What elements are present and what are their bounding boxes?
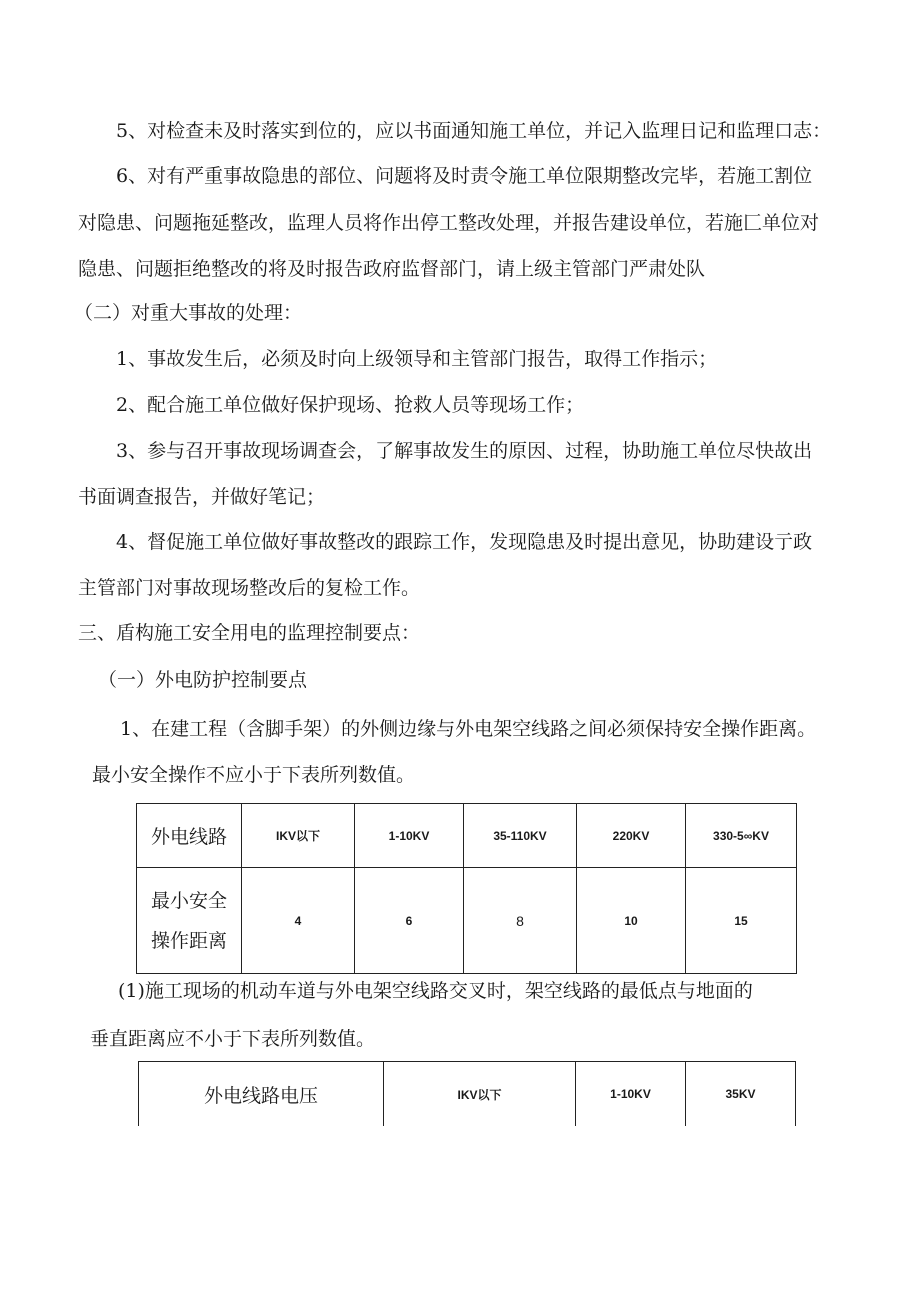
- table-header-cell: 35-110KV: [464, 804, 577, 868]
- paragraph-line: 6、对有严重事故隐患的部位、问题将及时责令施工单位限期整改完毕，若施工割位: [116, 165, 813, 187]
- table-cell: 15: [686, 868, 797, 974]
- table-header-cell: IKV以下: [242, 804, 355, 868]
- paragraph-line: (1)施工现场的机动车道与外电架空线路交叉时，架空线路的最低点与地面的: [118, 980, 753, 1002]
- paragraph-line: 2、配合施工单位做好保护现场、抢救人员等现场工作；: [116, 394, 585, 416]
- table-cell: 8: [464, 868, 577, 974]
- table-header-cell: 330-5∞KV: [686, 804, 797, 868]
- paragraph-line: 垂直距离应不小于下表所列数值。: [90, 1028, 376, 1050]
- section-heading: （二）对重大事故的处理：: [74, 302, 303, 324]
- table-header-cell: 220KV: [577, 804, 686, 868]
- row-label-line: 操作距离: [150, 929, 227, 952]
- paragraph-line: 4、督促施工单位做好事故整改的跟踪工作，发现隐患及时提出意见，协助建设亍政: [116, 531, 813, 553]
- table-cell: 10: [577, 868, 686, 974]
- table-header-cell: 35KV: [725, 1087, 756, 1101]
- paragraph-line: 主管部门对事故现场整改后的复检工作。: [78, 577, 421, 599]
- safe-distance-table: [136, 803, 797, 974]
- table-row: [137, 804, 797, 868]
- paragraph-line: 对隐患、问题拖延整改，监理人员将作出停工整改处理，并报告建设单位，若施匚单位对: [78, 212, 820, 234]
- table-header-cell: 1-10KV: [576, 1062, 686, 1126]
- paragraph-line: 3、参与召开事故现场调查会，了解事故发生的原因、过程，协助施工单位尽快故出: [116, 440, 813, 462]
- paragraph-line: 书面调查报告，并做好笔记；: [78, 486, 326, 508]
- paragraph-line: 最小安全操作不应小于下表所列数值。: [92, 764, 416, 786]
- paragraph-line: 隐患、问题拒绝整改的将及时报告政府监督部门，请上级主管部门严肃处队: [78, 258, 706, 280]
- table-row: [137, 868, 797, 974]
- table-cell: 6: [355, 868, 464, 974]
- table-header-cell: IKV以下: [384, 1062, 576, 1126]
- vertical-clearance-table: [138, 1061, 796, 1126]
- paragraph-line: 1、在建工程（含脚手架）的外侧边缘与外电架空线路之间必须保持安全操作距离。: [120, 718, 817, 740]
- table-row-label: [137, 868, 242, 974]
- paragraph-line: 1、事故发生后，必须及时向上级领导和主管部门报告，取得工作指示；: [116, 348, 718, 370]
- table-header-cell: 外电线路: [137, 804, 242, 868]
- table-header-cell: 外电线路电压: [139, 1062, 384, 1126]
- table-header-cell: 1-10KV: [355, 804, 464, 868]
- row-label-line: 最小安全: [150, 889, 227, 912]
- paragraph-line: 5、对检查未及时落实到位的，应以书面通知施工单位，并记入监理日记和监理口志：: [116, 120, 832, 142]
- table-cell: 4: [242, 868, 355, 974]
- section-heading: （一）外电防护控制要点: [98, 669, 308, 691]
- section-heading: 三、盾构施工安全用电的监理控制要点：: [78, 622, 421, 644]
